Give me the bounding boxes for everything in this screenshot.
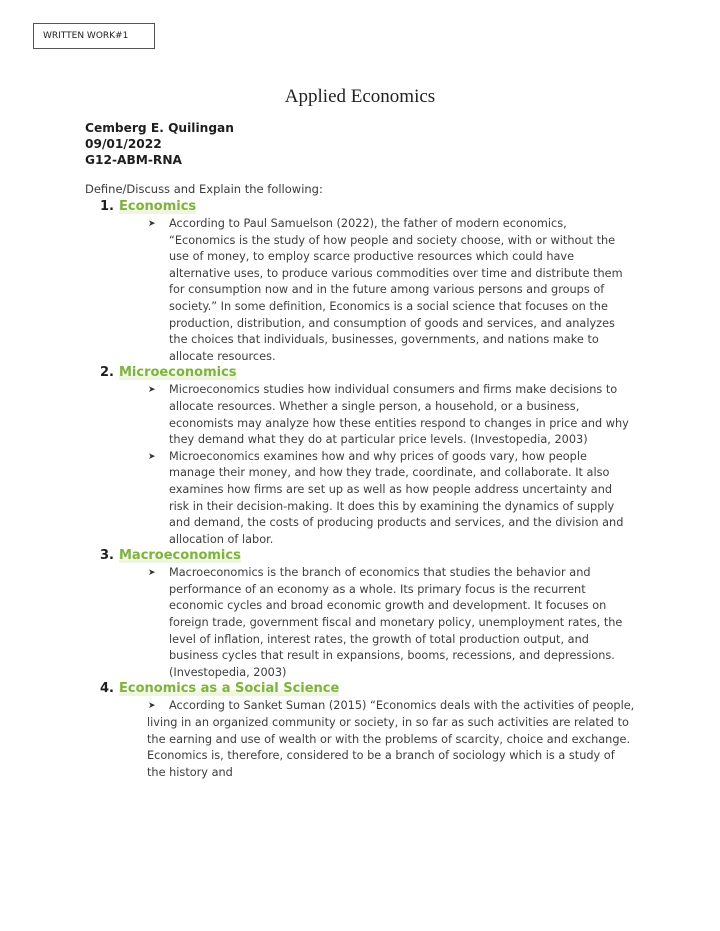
- arrow-bullet-icon: ➤: [148, 701, 156, 712]
- section-title: Economics as a Social Science: [118, 681, 340, 697]
- bullet-item: [100, 382, 635, 448]
- section-heading: [100, 365, 660, 382]
- section-title: Microeconomics: [118, 365, 237, 381]
- bullet-text: Microeconomics examines how and why prices of goods vary, how people manage their money, and how they trade, coordinate, and collaborate. It also examines how firms are set up as well as how people address uncertainty and risk in their decision-making. It does this by examining the dynamics of supply and demand, the costs of producing products and services, and the division and allocation of labor.: [169, 449, 624, 546]
- author-block: [85, 120, 234, 168]
- section-microeconomics: [100, 365, 660, 548]
- document-title: Applied Economics: [284, 86, 436, 107]
- section-number: 1.: [100, 199, 114, 214]
- section-heading: [100, 681, 660, 698]
- section-number: 4.: [100, 681, 114, 697]
- author-date: 09/01/2022: [85, 137, 162, 151]
- arrow-bullet-icon: ➤: [148, 219, 156, 229]
- section-economics-social-science: [100, 681, 660, 781]
- section-title: Economics: [118, 199, 197, 214]
- bullet-text: Microeconomics studies how individual consumers and firms make decisions to allocate resources. Whether a single person, a household, or a business, economists may analyze how these entities respond to changes in price and why they demand what they do at particular price levels. (Investopedia, 2003): [169, 383, 629, 447]
- section-title: Macroeconomics: [118, 548, 241, 564]
- arrow-bullet-icon: ➤: [148, 568, 156, 579]
- bullet-item: [100, 698, 635, 781]
- author-section: G12-ABM-RNA: [85, 153, 182, 167]
- bullet-text: According to Sanket Suman (2015) “Economics deals with the activities of people, living in an organized community or society, in so far as such activities are related to the earning and use of wealth or with the problems of scarcity, choice and exchange. Economics is, therefore, considered to be a branch of sociology which is a study of the history and: [147, 699, 635, 779]
- section-economics: [100, 199, 660, 365]
- bullet-item: [100, 565, 635, 681]
- bullet-text: According to Paul Samuelson (2022), the father of modern economics, “Economics is the study of how people and society choose, with or without the use of money, to employ scarce productive resources which could have alternative uses, to produce various commodities over time and distribute them for consumption now and in the future among various persons and groups of society.” In some definition, Economics is a social science that focuses on the production, distribution, and consumption of goods and services, and analyzes the choices that individuals, businesses, governments, and nations make to allocate resources.: [169, 217, 623, 363]
- author-name: Cemberg E. Quilingan: [85, 121, 234, 135]
- section-number: 3.: [100, 548, 114, 564]
- arrow-bullet-icon: ➤: [148, 451, 156, 462]
- section-number: 2.: [100, 365, 114, 381]
- topic-list: [100, 199, 660, 781]
- section-heading: [100, 199, 660, 216]
- bullet-item: [100, 449, 635, 549]
- arrow-bullet-icon: ➤: [148, 385, 156, 396]
- section-macroeconomics: [100, 548, 660, 681]
- instructions: Define/Discuss and Explain the following:: [85, 182, 323, 196]
- section-heading: [100, 548, 660, 565]
- bullet-item: [100, 216, 635, 365]
- bullet-text: Macroeconomics is the branch of economics that studies the behavior and performance of an economy as a whole. Its primary focus is the recurrent economic cycles and broad economic growth and development. It focuses on foreign trade, government fiscal and monetary policy, unemployment rates, the level of inflation, interest rates, the growth of total production output, and business cycles that result in expansions, booms, recessions, and depressions. (Investopedia, 2003): [169, 566, 623, 679]
- written-work-label: WRITTEN WORK#1: [33, 23, 155, 49]
